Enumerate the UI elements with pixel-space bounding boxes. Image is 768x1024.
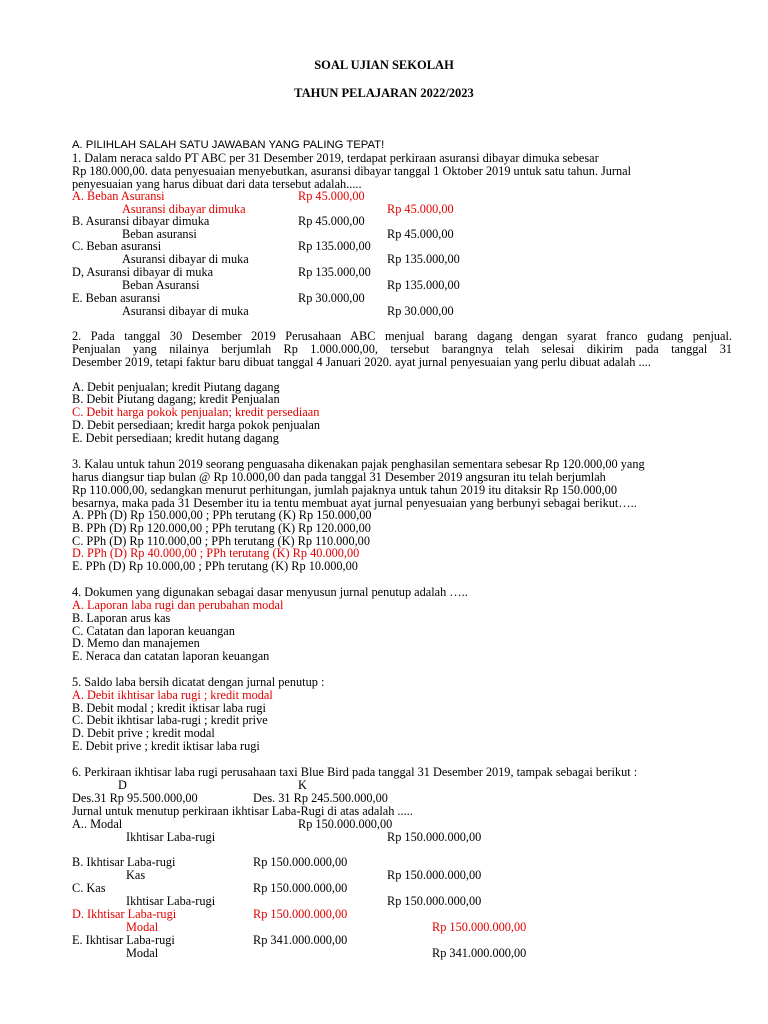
q5-option-a: A. Debit ikhtisar laba rugi ; kredit modal — [72, 688, 273, 702]
q1-option-a-credit-amount: Rp 45.000,00 — [387, 202, 454, 216]
q1-option-e-credit-amount: Rp 30.000,00 — [387, 304, 454, 318]
question-5-text: 5. Saldo laba bersih dicatat dengan jurnal penutup : — [72, 675, 325, 689]
q6-option-e-credit-amount: Rp 341.000.000,00 — [432, 946, 527, 960]
q6-option-c-credit-amount: Rp 150.000.000,00 — [387, 894, 482, 908]
q6-option-a-debit-amount: Rp 150.000.000,00 — [298, 817, 393, 831]
q1-option-e-debit: E. Beban asuransi — [72, 291, 161, 305]
question-2-text: 2. Pada tanggal 30 Desember 2019 Perusahaan ABC menjual barang dagang dengan syarat franco gudang penjual. — [72, 329, 732, 343]
q2-option-d: D. Debit persediaan; kredit harga pokok penjualan — [72, 418, 321, 432]
q4-option-b: B. Laporan arus kas — [72, 611, 171, 625]
q1-option-b-credit: Beban asuransi — [122, 227, 197, 241]
q3-option-e: E. PPh (D) Rp 10.000,00 ; PPh terutang (K) Rp 10.000,00 — [72, 559, 358, 573]
q6-option-c-debit-amount: Rp 150.000.000,00 — [253, 881, 348, 895]
q1-option-a-debit-amount: Rp 45.000,00 — [298, 189, 365, 203]
question-3-text: harus diangsur tiap bulan @ Rp 10.000,00 dan pada tanggal 31 Desember 2019 angsuran itu telah berjumlah — [72, 470, 606, 484]
q5-option-b: B. Debit modal ; kredit iktisar laba rugi — [72, 701, 266, 715]
q1-option-b-debit-amount: Rp 45.000,00 — [298, 214, 365, 228]
q6-option-d-credit: Modal — [126, 920, 159, 934]
q2-option-b: B. Debit Piutang dagang; kredit Penjualan — [72, 392, 280, 406]
question-4-text: 4. Dokumen yang digunakan sebagai dasar menyusun jurnal penutup adalah ….. — [72, 585, 468, 599]
q1-option-b-credit-amount: Rp 45.000,00 — [387, 227, 454, 241]
question-6-text: Jurnal untuk menutup perkiraan ikhtisar Laba-Rugi di atas adalah ..... — [72, 804, 413, 818]
page-subtitle: TAHUN PELAJARAN 2022/2023 — [294, 86, 474, 100]
q5-option-d: D. Debit prive ; kredit modal — [72, 726, 215, 740]
q4-option-c: C. Catatan dan laporan keuangan — [72, 624, 235, 638]
page-title: SOAL UJIAN SEKOLAH — [314, 58, 454, 72]
q1-option-d-credit: Beban Asuransi — [122, 278, 200, 292]
q2-option-e: E. Debit persediaan; kredit hutang dagang — [72, 431, 279, 445]
q6-option-b-credit-amount: Rp 150.000.000,00 — [387, 868, 482, 882]
q3-option-a: A. PPh (D) Rp 150.000,00 ; PPh terutang (K) Rp 150.000,00 — [72, 508, 372, 522]
q4-option-a: A. Laporan laba rugi dan perubahan modal — [72, 598, 284, 612]
q1-option-e-debit-amount: Rp 30.000,00 — [298, 291, 365, 305]
q3-option-c: C. PPh (D) Rp 110.000,00 ; PPh terutang (K) Rp 110.000,00 — [72, 534, 370, 548]
q1-option-d-credit-amount: Rp 135.000,00 — [387, 278, 460, 292]
q6-option-c-debit: C. Kas — [72, 881, 106, 895]
t-account-debit-entry: Des.31 Rp 95.500.000,00 — [72, 791, 198, 805]
q5-option-c: C. Debit ikhtisar laba-rugi ; kredit prive — [72, 713, 268, 727]
q6-option-d-credit-amount: Rp 150.000.000,00 — [432, 920, 527, 934]
question-1-text: Rp 180.000,00. data penyesuaian menyebutkan, asuransi dibayar tanggal 1 Oktober 2019 untuk satu tahun. Jurnal — [72, 164, 632, 178]
q6-option-a-debit: A.. Modal — [72, 817, 123, 831]
q6-option-e-debit: E. Ikhtisar Laba-rugi — [72, 933, 175, 947]
q6-option-a-credit: Ikhtisar Laba-rugi — [126, 830, 216, 844]
question-2-text: Penjualan yang nilainya berjumlah Rp 1.000.000,00, tersebut barangnya telah selesai dikirim pada tanggal 31 — [72, 342, 732, 356]
q1-option-c-debit: C. Beban asuransi — [72, 239, 162, 253]
q1-option-c-credit-amount: Rp 135.000,00 — [387, 252, 460, 266]
q1-option-e-credit: Asuransi dibayar di muka — [122, 304, 249, 318]
question-3-text: 3. Kalau untuk tahun 2019 seorang penguasaha dikenakan pajak penghasilan sementara sebesar Rp 120.000,00 yang — [72, 457, 645, 471]
q6-option-e-credit: Modal — [126, 946, 159, 960]
q6-option-c-credit: Ikhtisar Laba-rugi — [126, 894, 216, 908]
q6-option-d-debit-amount: Rp 150.000.000,00 — [253, 907, 348, 921]
q6-option-e-debit-amount: Rp 341.000.000,00 — [253, 933, 348, 947]
q1-option-d-debit: D, Asuransi dibayar di muka — [72, 265, 214, 279]
q5-option-e: E. Debit prive ; kredit iktisar laba rugi — [72, 739, 260, 753]
q6-option-b-debit-amount: Rp 150.000.000,00 — [253, 855, 348, 869]
section-heading: A. PILIHLAH SALAH SATU JAWABAN YANG PALING TEPAT! — [72, 139, 385, 151]
t-account-debit-label: D — [118, 778, 127, 792]
q1-option-a-credit: Asuransi dibayar dimuka — [122, 202, 246, 216]
q1-option-b-debit: B. Asuransi dibayar dimuka — [72, 214, 210, 228]
q1-option-c-credit: Asuransi dibayar di muka — [122, 252, 249, 266]
question-1-text: penyesuaian yang harus dibuat dari data tersebut adalah..... — [72, 177, 362, 191]
q3-option-b: B. PPh (D) Rp 120.000,00 ; PPh terutang (K) Rp 120.000,00 — [72, 521, 371, 535]
question-3-text: Rp 110.000,00, sedangkan menurut perhitungan, jumlah pajaknya untuk tahun 2019 itu ditaksir Rp 150.000,00 — [72, 483, 617, 497]
q6-option-b-debit: B. Ikhtisar Laba-rugi — [72, 855, 176, 869]
q3-option-d: D. PPh (D) Rp 40.000,00 ; PPh terutang (K) Rp 40.000,00 — [72, 546, 360, 560]
q6-option-a-credit-amount: Rp 150.000.000,00 — [387, 830, 482, 844]
q6-option-b-credit: Kas — [126, 868, 146, 882]
question-6-text: 6. Perkiraan ikhtisar laba rugi perusahaan taxi Blue Bird pada tanggal 31 Desember 2019, tampak sebagai berikut : — [72, 765, 638, 779]
question-1-text: 1. Dalam neraca saldo PT ABC per 31 Desember 2019, terdapat perkiraan asuransi dibayar dimuka sebesar — [72, 151, 599, 165]
q2-option-c: C. Debit harga pokok penjualan; kredit persediaan — [72, 405, 320, 419]
question-3-text: besarnya, maka pada 31 Desember itu ia tentu membuat ayat jurnal penyesuaian yang berbunyi sebagai berikut….. — [72, 496, 637, 510]
q1-option-c-debit-amount: Rp 135.000,00 — [298, 239, 371, 253]
q2-option-a: A. Debit penjualan; kredit Piutang dagang — [72, 380, 280, 394]
q1-option-d-debit-amount: Rp 135.000,00 — [298, 265, 371, 279]
t-account-credit-label: K — [298, 778, 307, 792]
q1-option-a-debit: A. Beban Asuransi — [72, 189, 165, 203]
question-2-text: Desember 2019, tetapi faktur baru dibuat tanggal 4 Januari 2020. ayat jurnal penyesuaian yang perlu dibuat adalah .... — [72, 355, 651, 369]
q6-option-d-debit: D. Ikhtisar Laba-rugi — [72, 907, 177, 921]
q4-option-e: E. Neraca dan catatan laporan keuangan — [72, 649, 270, 663]
q4-option-d: D. Memo dan manajemen — [72, 636, 200, 650]
t-account-credit-entry: Des. 31 Rp 245.500.000,00 — [253, 791, 388, 805]
